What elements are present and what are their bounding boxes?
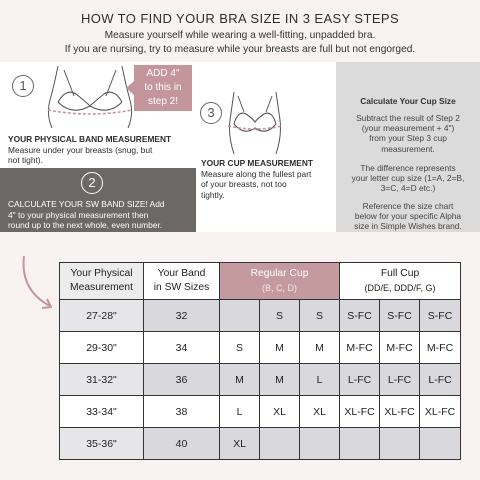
callout-line-3: step 2! (147, 96, 179, 107)
header-line: in SW Sizes (153, 282, 210, 293)
cell-cup-size: S-FC (380, 300, 420, 332)
header-regular-cup (220, 263, 340, 300)
step1-title: YOUR PHYSICAL BAND MEASUREMENT (8, 134, 172, 144)
cell-cup-size: S-FC (420, 300, 461, 332)
cell-cup-size: M-FC (340, 332, 380, 364)
cell-measurement: 29-30" (60, 332, 144, 364)
cell-cup-size (300, 428, 340, 460)
header-line: Regular Cup (250, 268, 309, 279)
callout-line-1: ADD 4" (146, 68, 180, 79)
cell-cup-size: S (300, 300, 340, 332)
cell-cup-size: XL (260, 396, 300, 428)
cell-cup-size: XL (300, 396, 340, 428)
step1-line-2: not tight). (8, 155, 43, 165)
header-line: Measurement (70, 282, 133, 293)
cup-calc-p1-line: (your measurement + 4") (361, 123, 455, 134)
cell-cup-size: S (260, 300, 300, 332)
header-line: Your Band (157, 268, 206, 279)
cell-cup-size: XL-FC (340, 396, 380, 428)
cell-measurement: 31-32" (60, 364, 144, 396)
cup-calc-p3-line: Reference the size chart (362, 201, 454, 211)
cell-band: 34 (144, 332, 220, 364)
cell-cup-size (420, 428, 461, 460)
cell-band: 36 (144, 364, 220, 396)
callout-line-2: to this in (144, 82, 182, 93)
cell-measurement: 33-34" (60, 396, 144, 428)
table-header-row (60, 263, 461, 300)
step1-number: 1 (12, 75, 34, 97)
header-band-size (144, 263, 220, 300)
size-chart-table (59, 262, 461, 460)
callout-pointer (126, 81, 134, 95)
cup-calc-p1-line: measurement. (381, 143, 435, 154)
page-title: HOW TO FIND YOUR BRA SIZE IN 3 EASY STEPS (80, 11, 400, 26)
cup-calc-p3-line: below for your specific Alpha (354, 211, 462, 222)
step3-line-3: tightly. (201, 189, 225, 200)
header-line: Full Cup (380, 268, 420, 279)
cell-cup-size: M (300, 332, 340, 364)
step1-line-1: Measure under your breasts (snug, but (8, 144, 153, 155)
cell-band: 40 (144, 428, 220, 460)
cell-cup-size: L-FC (380, 364, 420, 396)
cup-calc-title: Calculate Your Cup Size (360, 96, 456, 106)
cell-cup-size: M (260, 364, 300, 396)
cell-measurement: 35-36" (60, 428, 144, 460)
step2-line-3: round up to the next whole, even number. (8, 220, 163, 230)
instruction-line-2: If you are nursing, try to measure while your breasts are full but not engorged. (64, 44, 416, 55)
header (0, 0, 480, 62)
cell-cup-size (260, 428, 300, 460)
header-line: Your Physical (70, 268, 133, 279)
cup-calc-p1-line: Subtract the result of Step 2 (356, 113, 460, 123)
cell-cup-size: XL (220, 428, 260, 460)
step3-title: YOUR CUP MEASUREMENT (201, 158, 313, 168)
table-row (60, 332, 461, 364)
cup-measurement-illustration (226, 92, 284, 154)
cell-cup-size: M-FC (380, 332, 420, 364)
cup-calc-p1-line: from your Step 3 cup (369, 133, 447, 144)
table-row (60, 364, 461, 396)
cell-band: 38 (144, 396, 220, 428)
cell-cup-size: S-FC (340, 300, 380, 332)
step3-line-1: Measure along the fullest part (201, 168, 312, 179)
cell-cup-size: XL-FC (420, 396, 461, 428)
table-row (60, 428, 461, 460)
step3-number: 3 (200, 102, 222, 124)
cup-calc-p2-line: your letter cup size (1=A, 2=B, (351, 173, 465, 184)
cell-band: 32 (144, 300, 220, 332)
cell-cup-size: L (220, 396, 260, 428)
table-row (60, 396, 461, 428)
step2-line-2: 4" to your physical measurement then (8, 209, 149, 220)
cup-calc-p2-line: 3=C, 4=D etc.) (380, 183, 436, 194)
step2-text (8, 199, 165, 231)
cell-cup-size: L-FC (420, 364, 461, 396)
header-physical-measurement (60, 263, 144, 300)
cell-cup-size: XL-FC (380, 396, 420, 428)
header-subline: (B, C, D) (262, 283, 298, 293)
cup-calc-p2-line: The difference represents (360, 163, 456, 173)
cell-measurement: 27-28" (60, 300, 144, 332)
step2-number: 2 (81, 172, 103, 194)
header-full-cup (340, 263, 461, 300)
cup-calc-paragraph-2 (344, 163, 472, 194)
cell-cup-size (380, 428, 420, 460)
table-row (60, 300, 461, 332)
header-subline: (DD/E, DDD/F, G) (364, 283, 436, 293)
curved-arrow-icon (16, 254, 58, 316)
step1-text (8, 134, 171, 166)
band-measurement-illustration (44, 66, 136, 128)
cell-cup-size: M-FC (420, 332, 461, 364)
cell-cup-size (340, 428, 380, 460)
cell-cup-size: M (260, 332, 300, 364)
cup-calc-paragraph-3 (344, 201, 472, 232)
step2-line-1: CALCULATE YOUR SW BAND SIZE! Add (8, 199, 165, 209)
step3-text (201, 158, 313, 200)
cell-cup-size: S (220, 332, 260, 364)
cell-cup-size: M (220, 364, 260, 396)
instruction-line-1: Measure yourself while wearing a well-fitting, unpadded bra. (104, 30, 376, 41)
step3-line-2: of your breasts, not too (201, 179, 287, 189)
cell-cup-size: L-FC (340, 364, 380, 396)
cell-cup-size: L (300, 364, 340, 396)
cup-calc-paragraph-1 (344, 113, 472, 154)
cell-cup-size (220, 300, 260, 332)
cup-calc-p3-line: size in Simple Wishes brand. (354, 221, 462, 232)
add-4-inches-callout (134, 65, 192, 111)
